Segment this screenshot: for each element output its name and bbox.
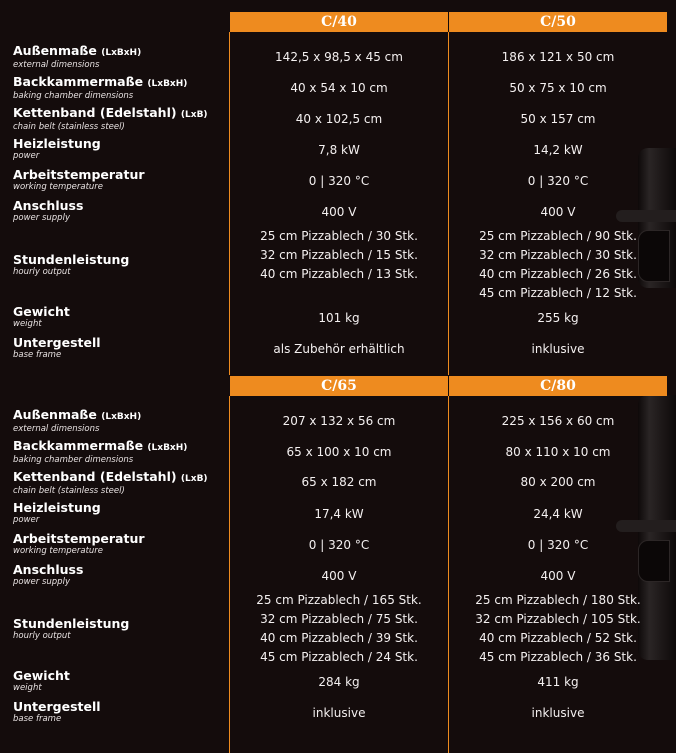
label-heating-power-en: power [13,515,40,525]
label-weight-en: weight [13,319,42,329]
label-base-frame: Untergestell [13,335,101,350]
output-line: 45 cm Pizzablech / 24 Stk. [260,650,418,664]
value-cell: 17,4 kW [314,507,364,521]
label-dimensions-en: external dimensions [13,424,100,434]
value-cell: 207 x 132 x 56 cm [282,414,396,428]
model-header: C/65 [230,376,448,396]
label-working-temperature: Arbeitstemperatur [13,167,145,182]
label-baking-chamber-en: baking chamber dimensions [13,91,134,101]
label-weight-en: weight [13,683,42,693]
value-cell: 0 | 320 °C [527,174,589,188]
value-cell: inklusive [531,342,585,356]
value-cell: 0 | 320 °C [527,538,589,552]
label-weight: Gewicht [13,668,70,683]
label-working-temperature: Arbeitstemperatur [13,531,145,546]
value-cell: 255 kg [537,311,579,325]
label-unit: (LxBxH) [147,443,188,453]
label-baking-chamber-en: baking chamber dimensions [13,455,134,465]
label-heating-power-en: power [13,151,40,161]
value-cell: 80 x 200 cm [520,475,596,489]
label-weight: Gewicht [13,304,70,319]
label-base-frame-en: base frame [13,714,62,724]
model-header: C/50 [449,12,667,32]
output-line: 25 cm Pizzablech / 180 Stk. [475,593,641,607]
value-cell: 50 x 75 x 10 cm [509,81,607,95]
output-line: 40 cm Pizzablech / 13 Stk. [260,267,418,281]
value-cell: 65 x 100 x 10 cm [286,445,392,459]
label-chain-belt-en: chain belt (stainless steel) [13,122,125,132]
label-working-temperature-en: working temperature [13,546,104,556]
output-line: 25 cm Pizzablech / 165 Stk. [256,593,422,607]
output-line: 40 cm Pizzablech / 39 Stk. [260,631,418,645]
value-cell: 40 x 102,5 cm [295,112,383,126]
value-cell: inklusive [312,706,366,720]
label-unit: (LxBxH) [101,412,142,422]
value-cell: 284 kg [318,675,360,689]
label-base-frame-en: base frame [13,350,62,360]
value-cell: 411 kg [537,675,579,689]
label-baking-chamber: Backkammermaße [13,74,144,89]
value-cell: 7,8 kW [318,143,360,157]
label-base-frame: Untergestell [13,699,101,714]
value-cell: 400 V [321,569,357,583]
output-line: 40 cm Pizzablech / 26 Stk. [479,267,637,281]
model-header: C/80 [449,376,667,396]
output-line: 40 cm Pizzablech / 52 Stk. [479,631,637,645]
value-cell: inklusive [531,706,585,720]
label-working-temperature-en: working temperature [13,182,104,192]
label-unit: (LxBxH) [147,79,188,89]
label-unit: (LxB) [180,474,208,484]
value-cell: 400 V [540,569,576,583]
value-cell: 50 x 157 cm [520,112,596,126]
label-chain-belt: Kettenband (Edelstahl) [13,105,177,120]
label-dimensions-en: external dimensions [13,60,100,70]
output-line: 25 cm Pizzablech / 30 Stk. [260,229,418,243]
label-unit: (LxBxH) [101,48,142,58]
output-line: 45 cm Pizzablech / 36 Stk. [479,650,637,664]
label-dimensions: Außenmaße [13,407,97,422]
label-chain-belt: Kettenband (Edelstahl) [13,469,177,484]
label-chain-belt-en: chain belt (stainless steel) [13,486,125,496]
label-power-supply-en: power supply [13,213,70,223]
value-cell: 101 kg [318,311,360,325]
output-line: 45 cm Pizzablech / 12 Stk. [479,286,637,300]
value-cell: 14,2 kW [533,143,583,157]
output-line: 25 cm Pizzablech / 90 Stk. [479,229,637,243]
label-heating-power: Heizleistung [13,136,101,151]
output-line: 32 cm Pizzablech / 105 Stk. [475,612,641,626]
value-cell: 24,4 kW [533,507,583,521]
label-hourly-output: Stundenleistung [13,252,130,267]
value-cell: 400 V [540,205,576,219]
value-cell: 0 | 320 °C [308,174,370,188]
label-unit: (LxB) [180,110,208,120]
output-line: 32 cm Pizzablech / 30 Stk. [479,248,637,262]
model-header: C/40 [230,12,448,32]
value-cell: 142,5 x 98,5 x 45 cm [275,50,403,64]
label-power-supply-en: power supply [13,577,70,587]
value-cell: 80 x 110 x 10 cm [505,445,611,459]
output-line: 32 cm Pizzablech / 75 Stk. [260,612,418,626]
label-heating-power: Heizleistung [13,500,101,515]
value-cell: 40 x 54 x 10 cm [290,81,388,95]
output-line: 32 cm Pizzablech / 15 Stk. [260,248,418,262]
label-hourly-output: Stundenleistung [13,616,130,631]
label-hourly-output-en: hourly output [13,267,71,277]
value-cell: 186 x 121 x 50 cm [501,50,615,64]
value-cell: 225 x 156 x 60 cm [501,414,615,428]
label-baking-chamber: Backkammermaße [13,438,144,453]
label-power-supply: Anschluss [13,198,84,213]
value-cell: 65 x 182 cm [301,475,377,489]
value-cell: 0 | 320 °C [308,538,370,552]
label-hourly-output-en: hourly output [13,631,71,641]
label-dimensions: Außenmaße [13,43,97,58]
label-power-supply: Anschluss [13,562,84,577]
value-cell: als Zubehör erhältlich [273,342,405,356]
value-cell: 400 V [321,205,357,219]
